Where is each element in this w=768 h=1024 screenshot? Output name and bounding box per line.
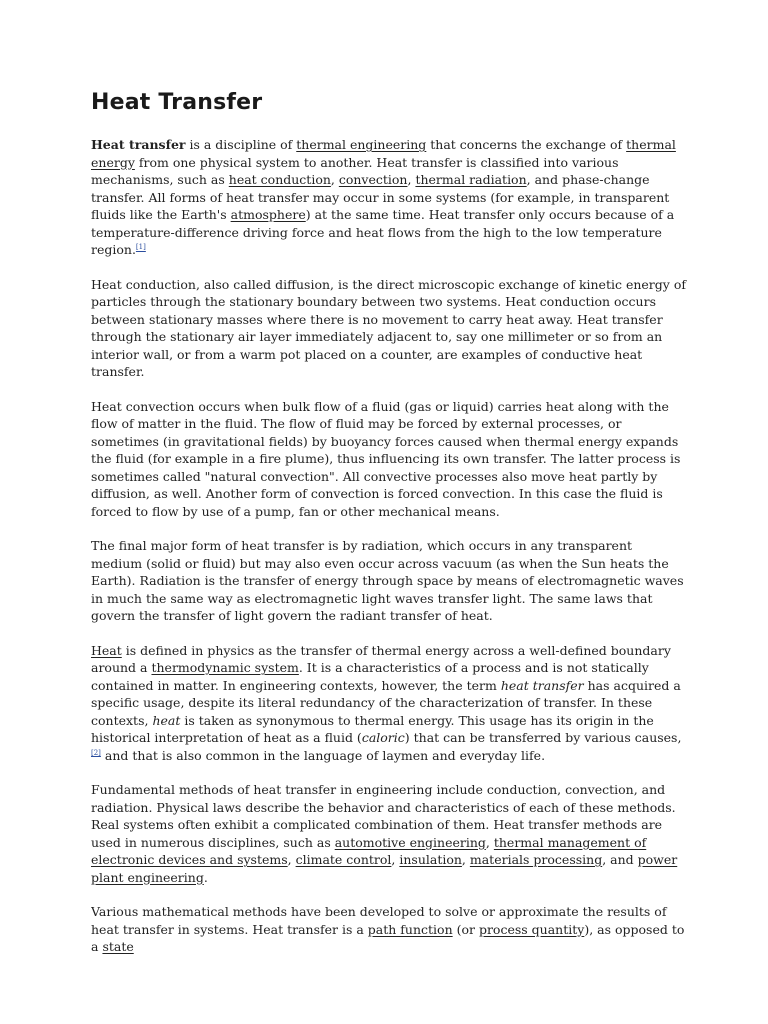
paragraph-methods: Fundamental methods of heat transfer in engineering include conduction, convection, and radiation. Physical laws describe the behavior and characteristics of each of these methods. Real systems often exhibit a complicated combination of them. Heat transfer methods are used in numerous disciplines, such as automotive engineering, thermal management of electronic devices and systems, climate control, insulation, materials processing, and power plant engineering. — [91, 782, 678, 885]
term-italic: caloric — [361, 730, 405, 745]
citation-link-2[interactable]: [2] — [91, 748, 101, 757]
paragraph-intro: Heat transfer is a discipline of thermal engineering that concerns the exchange of thermal energy from one physical system to another. Heat transfer is classified into various mechanisms, such as heat conduction, convection, thermal radiation, and phase-change transfer. All forms of heat transfer may occur in some systems (for example, in transparent fluids like the Earth's atmosphere) at the same time. Heat transfer only occurs because of a temperature-difference driving force and heat flows from the high to the low temperature region.[1] — [91, 137, 676, 257]
paragraph-mathematical-methods: Various mathematical methods have been developed to solve or approximate the results of heat transfer in systems. Heat transfer is a path function (or process quantity), as opposed to a state — [91, 904, 685, 954]
page-title: Heat Transfer — [91, 90, 263, 115]
citation-2[interactable] — [91, 748, 101, 756]
term-italic: heat — [152, 712, 181, 728]
citation-1[interactable] — [136, 243, 146, 251]
link-power-plant-engineering[interactable]: power plant engineering — [91, 852, 678, 885]
link-heat[interactable]: Heat — [91, 642, 122, 658]
link-convection[interactable]: convection — [338, 172, 408, 187]
paragraph-convection: Heat convection occurs when bulk flow of a fluid (gas or liquid) carries heat along with the flow of matter in the fluid. The flow of fluid may be forced by external processes, or sometimes (in gravitational fields) by buoyancy forces caused when thermal energy expands the fluid (for example in a fire plume), thus influencing its own transfer. The latter process is sometimes called "natural convection". All convective processes also move heat partly by diffusion, as well. Another form of convection is forced convection. In this case the fluid is forced to flow by use of a pump, fan or other mechanical means. — [91, 398, 681, 519]
term-italic: heat transfer — [500, 677, 584, 693]
link-thermal-energy[interactable]: thermal energy — [91, 137, 676, 170]
link-path-function[interactable]: path function — [367, 921, 453, 937]
paragraph-heat-definition: Heat is defined in physics as the transfer of thermal energy across a well-defined boundary around a thermodynamic system. It is a characteristics of a process and is not statically contained in matter. In engineering contexts, however, the term heat transfer has acquired a specific usage, despite its literal redundancy of the characterization of transfer. In these contexts, heat is taken as synonymous to thermal energy. This usage has its origin in the historical interpretation of heat as a fluid (caloric) that can be transferred by various causes,[2] and that is also common in the language of laymen and everyday life. — [91, 642, 682, 763]
link-thermal-engineering[interactable]: thermal engineering — [296, 137, 427, 152]
link-process-quantity[interactable]: process quantity — [478, 921, 585, 937]
link-climate-control[interactable]: climate control — [295, 852, 392, 867]
paragraph-conduction: Heat conduction, also called diffusion, is the direct microscopic exchange of kinetic energy of particles through the stationary boundary between two systems. Heat conduction occurs between stationary masses where there is no movement to carry heat away. Heat transfer through the stationary air layer immediately adjacent to, say one millimeter or so from an interior wall, or from a warm pot placed on a counter, are examples of conductive heat transfer. — [91, 276, 686, 379]
link-heat-conduction[interactable]: heat conduction — [228, 172, 331, 187]
link-insulation[interactable]: insulation — [399, 852, 462, 867]
link-thermodynamic-system[interactable]: thermodynamic system — [151, 660, 299, 675]
article-body — [91, 136, 687, 973]
citation-link-1[interactable]: [1] — [135, 242, 146, 251]
term-bold: Heat transfer — [91, 137, 186, 152]
document-page — [91, 0, 687, 1024]
link-automotive-engineering[interactable]: automotive engineering — [334, 834, 486, 850]
link-atmosphere[interactable]: atmosphere — [230, 207, 306, 222]
link-thermal-management[interactable]: thermal management of electronic devices and systems — [91, 834, 647, 867]
paragraph-radiation: The final major form of heat transfer is by radiation, which occurs in any transparent medium (solid or fluid) but may also even occur across vacuum (as when the Sun heats the Earth). Radiation is the transfer of energy through space by means of electromagnetic waves in much the same way as electromagnetic light waves transfer light. The same laws that govern the transfer of light govern the radiant transfer of heat. — [91, 538, 684, 623]
link-thermal-radiation[interactable]: thermal radiation — [415, 172, 527, 187]
link-state[interactable]: state — [102, 939, 134, 954]
link-materials-processing[interactable]: materials processing — [469, 852, 603, 867]
